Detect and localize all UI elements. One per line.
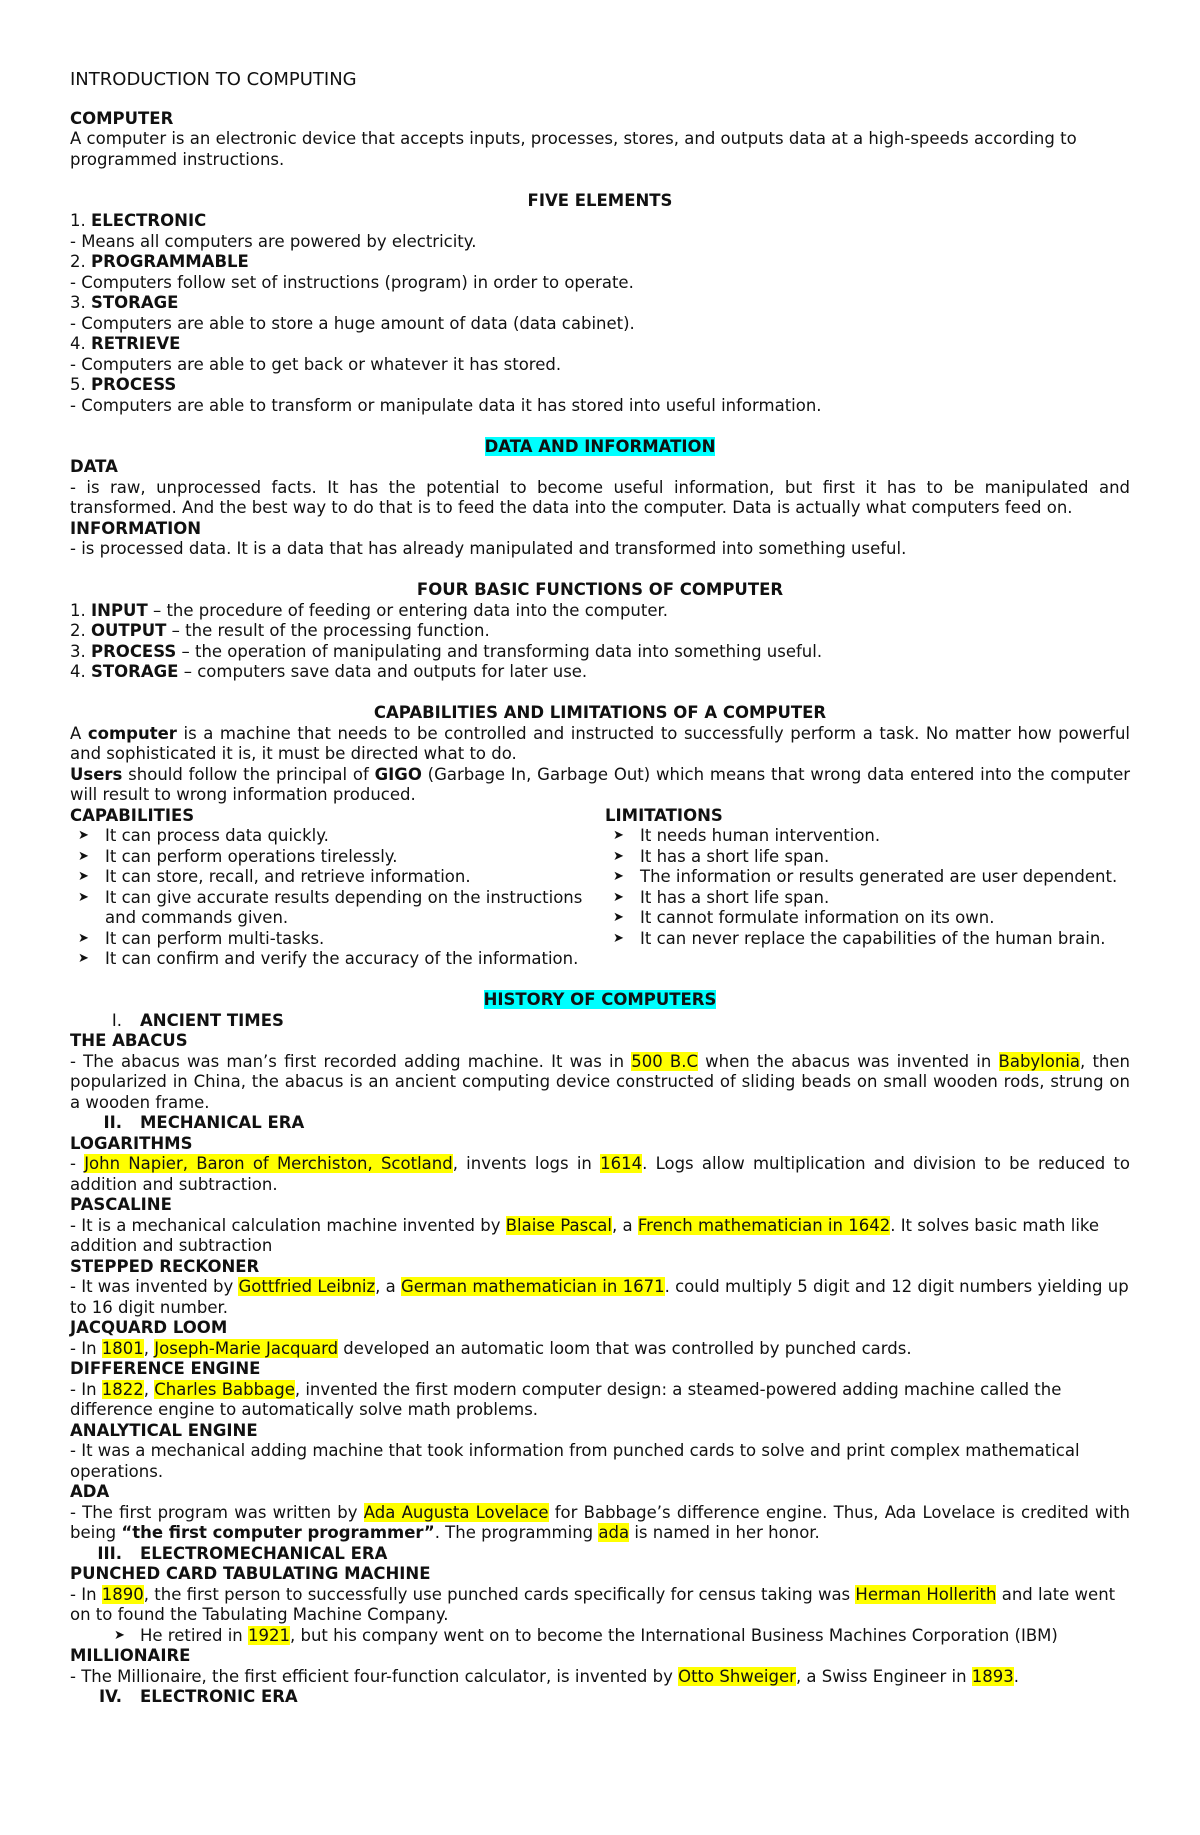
limitations-list: [605, 826, 1130, 949]
millionaire-text: - The Millionaire, the first efficient four-function calculator, is invented by Otto Shweiger, a Swiss Engineer in 1893.: [70, 1666, 1020, 1686]
stepped-reckoner-label: STEPPED RECKONER: [70, 1256, 260, 1276]
arrow-bullet-icon: ➤: [613, 910, 624, 925]
era-ancient-times: I. ANCIENT TIMES: [111, 1010, 284, 1030]
arrow-bullet-icon: ➤: [613, 828, 624, 843]
stepped-reckoner-text: - It was invented by Gottfried Leibniz, a German mathematician in 1671. could multiply 5 digit and 12 digit numbers yielding up to 16 digit number.: [70, 1277, 1129, 1317]
millionaire-label: MILLIONAIRE: [70, 1646, 191, 1665]
list-item: ➤ It can store, recall, and retrieve information.: [78, 867, 471, 886]
information-definition: - is processed data. It is a data that has already manipulated and transformed into something useful.: [70, 539, 907, 558]
arrow-bullet-icon: ➤: [78, 848, 89, 864]
limitations-label: LIMITATIONS: [605, 805, 723, 825]
jacquard-loom-label: JACQUARD LOOM: [70, 1318, 228, 1337]
capabilities-intro-2: Users should follow the principal of GIGO (Garbage In, Garbage Out) which means that wrong data entered into the computer will result to wrong information produced.: [70, 764, 1130, 804]
punched-card-subpoint: ➤ He retired in 1921, but his company went on to become the International Business Machines Corporation (IBM): [114, 1625, 1058, 1645]
element-4: 4. RETRIEVE: [70, 334, 181, 353]
arrow-bullet-icon: ➤: [613, 889, 624, 905]
capabilities-list: [70, 826, 595, 970]
five-elements-heading: FIVE ELEMENTS: [527, 190, 673, 210]
ada-text: - The first program was written by Ada Augusta Lovelace for Babbage’s difference engine. Thus, Ada Lovelace is credited with being “the first computer programmer”. The programming ada is named in her honor.: [70, 1502, 1130, 1542]
document-title: INTRODUCTION TO COMPUTING: [70, 69, 357, 90]
jacquard-loom-text: - In 1801, Joseph-Marie Jacquard developed an automatic loom that was controlled by punched cards.: [70, 1338, 912, 1358]
function-storage: 4. STORAGE – computers save data and outputs for later use.: [70, 662, 588, 681]
functions-list: [70, 601, 1130, 683]
capabilities-label: CAPABILITIES: [70, 805, 195, 825]
arrow-bullet-icon: ➤: [613, 869, 624, 884]
list-item: ➤ It has a short life span.: [613, 887, 830, 907]
era-electromechanical: III. ELECTROMECHANICAL ERA: [97, 1543, 388, 1563]
list-item: ➤ It has a short life span.: [613, 846, 830, 866]
arrow-bullet-icon: ➤: [78, 930, 89, 946]
logarithms-label: LOGARITHMS: [70, 1133, 193, 1153]
functions-heading: FOUR BASIC FUNCTIONS OF COMPUTER: [416, 580, 784, 599]
information-label: INFORMATION: [70, 518, 202, 538]
element-3-desc: - Computers are able to store a huge amount of data (data cabinet).: [70, 313, 635, 333]
list-item: ➤ It can confirm and verify the accuracy of the information.: [78, 949, 579, 968]
element-3: 3. STORAGE: [70, 293, 179, 312]
era-electronic: IV. ELECTRONIC ERA: [98, 1687, 298, 1706]
computer-heading: COMPUTER: [70, 108, 174, 128]
abacus-label: THE ABACUS: [70, 1031, 188, 1050]
pascaline-label: PASCALINE: [70, 1195, 172, 1214]
punched-card-text: - In 1890, the first person to successfully use punched cards specifically for census taking was Herman Hollerith and late went on to found the Tabulating Machine Company.: [70, 1584, 1116, 1624]
element-1: 1. ELECTRONIC: [70, 211, 207, 230]
list-item: ➤ The information or results generated are user dependent.: [613, 867, 1118, 886]
element-1-desc: - Means all computers are powered by electricity.: [70, 231, 477, 251]
element-4-desc: - Computers are able to get back or whatever it has stored.: [70, 354, 562, 374]
analytical-engine-label: ANALYTICAL ENGINE: [70, 1420, 258, 1440]
function-output: 2. OUTPUT – the result of the processing function.: [70, 621, 490, 640]
pascaline-text: - It is a mechanical calculation machine invented by Blaise Pascal, a French mathematician in 1642. It solves basic math like addition and subtraction: [70, 1215, 1100, 1255]
arrow-bullet-icon: ➤: [78, 869, 89, 884]
function-process: 3. PROCESS – the operation of manipulating and transforming data into something useful.: [70, 641, 823, 661]
list-item: ➤ It can give accurate results depending on the instructions and commands given.: [78, 887, 583, 927]
arrow-bullet-icon: ➤: [78, 889, 89, 905]
analytical-engine-text: - It was a mechanical adding machine that took information from punched cards to solve and print complex mathematical operations.: [70, 1441, 1080, 1481]
element-2-desc: - Computers follow set of instructions (program) in order to operate.: [70, 272, 634, 292]
arrow-bullet-icon: ➤: [78, 951, 89, 966]
capabilities-column: [70, 806, 605, 970]
arrow-bullet-icon: ➤: [613, 930, 624, 946]
capabilities-heading: CAPABILITIES AND LIMITATIONS OF A COMPUTER: [373, 703, 827, 722]
element-5: 5. PROCESS: [70, 375, 177, 394]
list-item: ➤ It can process data quickly.: [78, 826, 329, 845]
element-5-desc: - Computers are able to transform or manipulate data it has stored into useful information.: [70, 395, 822, 415]
arrow-bullet-icon: ➤: [78, 828, 89, 843]
computer-definition: A computer is an electronic device that accepts inputs, processes, stores, and outputs data at a high-speeds according to programmed instructions.: [70, 129, 1077, 169]
capabilities-intro-1: A computer is a machine that needs to be controlled and instructed to successfully perform a task. No matter how powerful and sophisticated it is, it must be directed what to do.: [70, 723, 1130, 763]
difference-engine-text: - In 1822, Charles Babbage, invented the first modern computer design: a steamed-powered adding machine called the difference engine to automatically solve math problems.: [70, 1379, 1062, 1419]
list-item: ➤ It can perform operations tirelessly.: [78, 846, 398, 866]
arrow-bullet-icon: ➤: [613, 848, 624, 864]
logarithms-text: - John Napier, Baron of Merchiston, Scotland, invents logs in 1614. Logs allow multiplication and division to be reduced to addition and subtraction.: [70, 1154, 1131, 1194]
difference-engine-label: DIFFERENCE ENGINE: [70, 1359, 261, 1378]
list-item: ➤ It can perform multi-tasks.: [78, 928, 325, 948]
element-2: 2. PROGRAMMABLE: [70, 252, 249, 271]
list-item: ➤ It can never replace the capabilities of the human brain.: [613, 928, 1106, 948]
abacus-text: - The abacus was man’s first recorded adding machine. It was in 500 B.C when the abacus was invented in Babylonia, then popularized in China, the abacus is an ancient computing device constructed of sliding beads on small wooden rods, strung on a wooden frame.: [70, 1051, 1130, 1112]
history-heading: HISTORY OF COMPUTERS: [483, 990, 717, 1009]
era-mechanical: II. MECHANICAL ERA: [103, 1113, 305, 1132]
arrow-bullet-icon: ➤: [114, 1627, 125, 1643]
function-input: 1. INPUT – the procedure of feeding or entering data into the computer.: [70, 600, 669, 620]
data-information-heading: DATA AND INFORMATION: [484, 436, 716, 456]
data-definition: - is raw, unprocessed facts. It has the potential to become useful information, but first it has to be manipulated and transformed. And the best way to do that is to feed the data into the computer. Data is actually what computers feed on.: [70, 477, 1130, 517]
five-elements-list: [70, 211, 1130, 416]
data-label: DATA: [70, 457, 118, 476]
list-item: ➤ It needs human intervention.: [613, 826, 881, 845]
ada-label: ADA: [70, 1482, 110, 1501]
limitations-column: [605, 806, 1130, 970]
list-item: ➤ It cannot formulate information on its own.: [613, 908, 995, 927]
punched-card-label: PUNCHED CARD TABULATING MACHINE: [70, 1564, 431, 1583]
capabilities-limitations-columns: [70, 806, 1130, 970]
